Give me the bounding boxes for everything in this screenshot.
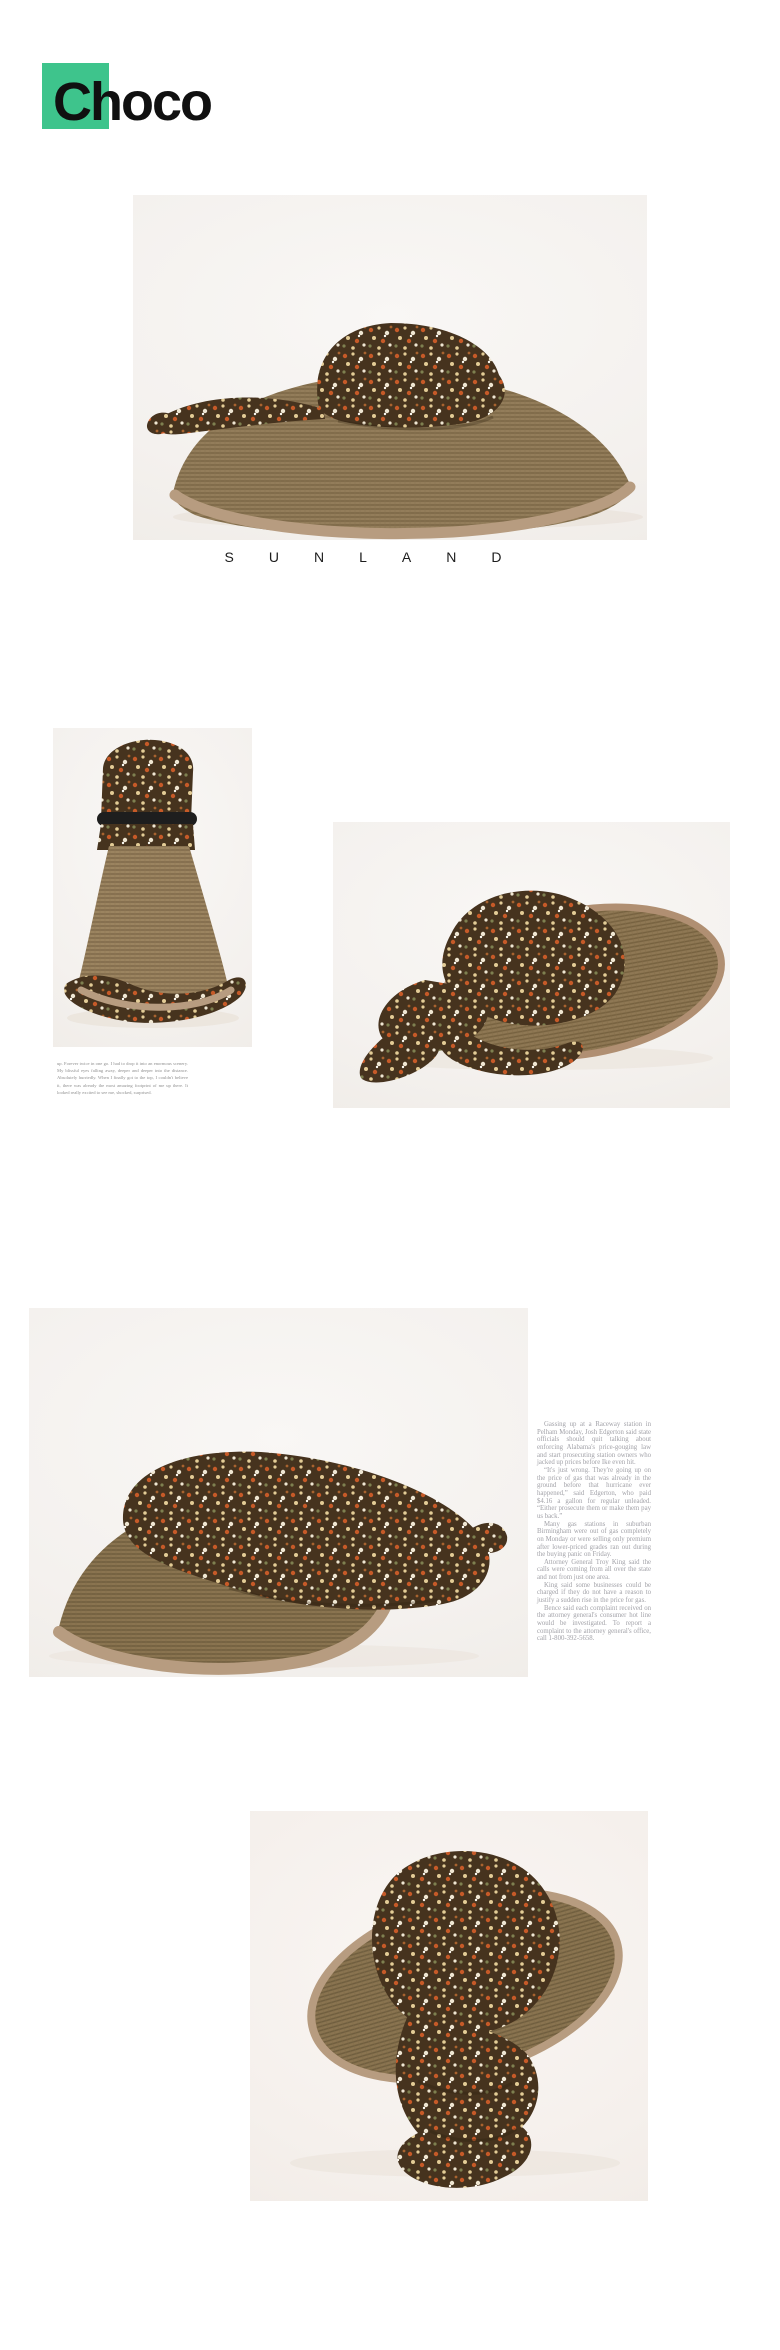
article-paragraph: Many gas stations in suburban Birmingham were out of gas completely on Monday or were selling only premium after lower-priced grades ran out during the buying panic on Friday.	[537, 1520, 651, 1559]
product-photo-hero	[133, 195, 647, 540]
article-paragraph: Bence said each complaint received on the attorney general's consumer hot line would be investigated. To report a complaint to the attorney general's office, call 1-800-392-5658.	[537, 1604, 651, 1643]
product-photo-draped	[250, 1811, 648, 2201]
brand-logo-text: Choco	[53, 72, 211, 132]
floral-crown-band	[317, 323, 505, 428]
caption-small-text: up. Forever twice in one go. I had to drop it into an enormous scenery. My blissful eyes falling away, deeper and deeper into the distance. Absolutely hurriedly. When I finally got to the top, I couldn't believe it, there was already the most amazing footprint of me up there. It looked really excited to see me, shocked, surprised.	[57, 1061, 188, 1095]
article-paragraph: King said some businesses could be charged if they do not have a reason to justify a sudden rise in the price for gas.	[537, 1581, 651, 1605]
elastic-band	[97, 812, 197, 826]
closeup-photo-illustration	[29, 1308, 528, 1677]
draped-scarf-top	[372, 1851, 560, 2035]
product-photo-closeup	[29, 1308, 528, 1677]
product-photo-folded	[53, 728, 252, 1047]
product-photo-scarf-wrapped	[333, 822, 730, 1108]
draped-photo-illustration	[250, 1811, 648, 2201]
folded-floral-top	[101, 740, 193, 820]
folded-photo-illustration	[53, 728, 252, 1047]
article-paragraph: Gassing up at a Raceway station in Pelham Monday, Josh Edgerton said state officials should quit talking about enforcing Alabama's price-gouging law and start prosecuting station owners who jacked up prices before Ike even hit.	[537, 1421, 651, 1467]
hero-photo-illustration	[133, 195, 647, 540]
hero-caption: SUNLAND	[224, 549, 537, 565]
article-paragraph: “It's just wrong. They're going up on the price of gas that was already in the ground before that hurricane ever happened,” said Edgerton, who paid $4.16 a gallon for regular unleaded. “Either prosecute them or make them pay us back.”	[537, 1466, 651, 1520]
article-paragraph: Attorney General Troy King said the calls were coming from all over the state and not from just one area.	[537, 1558, 651, 1582]
scarf-photo-illustration	[333, 822, 730, 1108]
scarf-tail	[360, 1030, 440, 1082]
article-column	[537, 1421, 651, 1643]
